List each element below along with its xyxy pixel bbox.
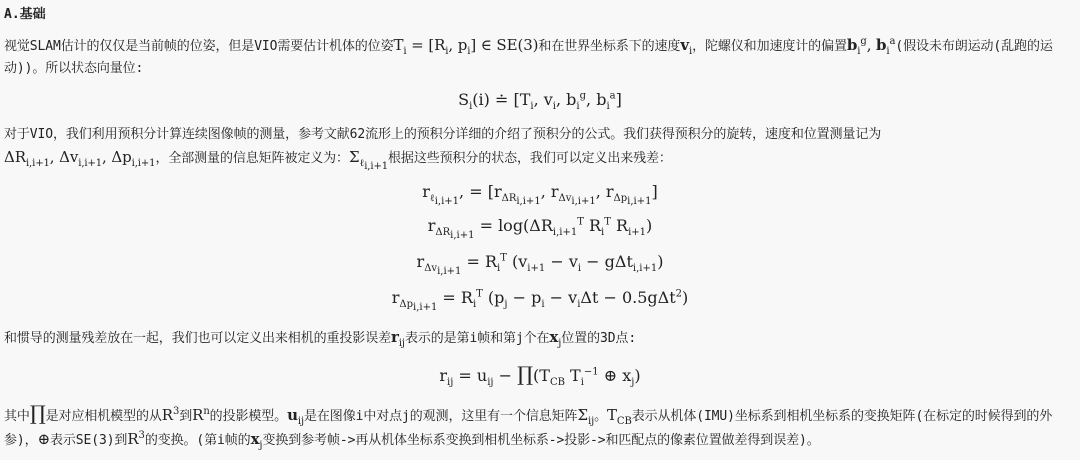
inline-math-info-matrix: $\Sigma_{\ell_{i,i+1}}$ [348, 148, 389, 172]
equation-state-vector: $S_i(i)$ ≐ [$T_i$, $v_i$, $b_i^g$, $b_i^a$] [458, 90, 622, 113]
paragraph-state-intro: 视觉SLAM估计的仅仅是当前帧的位姿，但是VIO需要估计机体的位姿$T_i = [R_i$, $p_i$] ∈ SE(3)和在世界坐标系下的速度$v_i$，陀螺仪和加速度计的偏置$b_i^g$, $b_i^a$(假设未布朗运动(乱跑的运动))。所以状态向量位: [4, 36, 1053, 76]
equation-residual-position: $r_{\Delta p_{i,i+1}} = R_i^T$ $(p_j - p_i - v_i\Delta t - 0.5g\Delta t^2)$ [391, 288, 689, 314]
inline-math-velocity: $v_i$ [680, 36, 693, 57]
inline-math-xj: $x_j$ [549, 328, 562, 349]
paragraph-preintegration: 对于VIO，我们利用预积分计算连续图像帧的测量，参考文献62流形上的预积分详细的介绍了预积分的公式。我们获得预积分的旋转，速度和位置测量记为 $\Delta R_{i,i+1}$, $\Delta v_{i,i+1}$, $\Delta p_{i,i+1}$，全部测量的信息矩阵被定义为：$\Sigma_{\ell_{i,i+1}}$根据这些预积分的状态，我们可以定义出来残差： [4, 127, 882, 172]
inline-math-preint-measurements: $\Delta R_{i,i+1}$, $\Delta v_{i,i+1}$, $\Delta p_{i,i+1}$ [4, 148, 156, 169]
equation-residual-rotation: $r_{\Delta R_{i,i+1}} = \log(\Delta R_{i,i+1}^T$ $R_i^T$ $R_{i+1}$) [427, 216, 653, 242]
inline-math-bias: $b_i^g$, $b_i^a$ [846, 36, 896, 57]
section-heading: A.基础 [4, 7, 46, 22]
equation-residual-all: $r_{\ell_{i,i+1}}$, = [$r_{\Delta R_{i,i+1}}$, $r_{\Delta v_{i,i+1}}$, $r_{\Delta p_{i,i+1}}$] [422, 182, 658, 208]
paragraph-reprojection: 和惯导的测量残差放在一起，我们也可以定义出来相机的重投影误差$r_{ij}$表示的是第i帧和第j个在$x_j$位置的3D点: [4, 328, 637, 349]
paragraph-projection-model: 其中∏是对应相机模型的从$R^3$到$R^n$的投影模型。$u_{ij}$是在图像i中对点j的观测，这里有一个信息矩阵$\Sigma_{ij}$。$T_{CB}$表示从机体(IMU)坐标系到相机坐标系的变换矩阵(在标定的时候得到的外参)，⊕表示SE(3)到$R^3$的变换。(第i帧的$x_j$变换到参考帧->再从机体坐标系变换到相机坐标系->投影->和匹配点的像素位置做差得到误差)。 [4, 401, 1053, 451]
inline-math-rij: $r_{ij}$ [391, 328, 405, 349]
equation-residual-velocity: $r_{\Delta v_{i,i+1}} = R_i^T$ $(v_{i+1} - v_i - g\Delta t_{i,i+1})$ [416, 252, 664, 278]
equation-reprojection: $r_{ij} = u_{ij}$ − $\prod(T_{CB}$ $T_i^{-1}$ ⊕ $x_j$) [439, 362, 641, 389]
inline-math-pose: $T_i = [R_i$, $p_i$] ∈ SE(3) [393, 36, 539, 57]
